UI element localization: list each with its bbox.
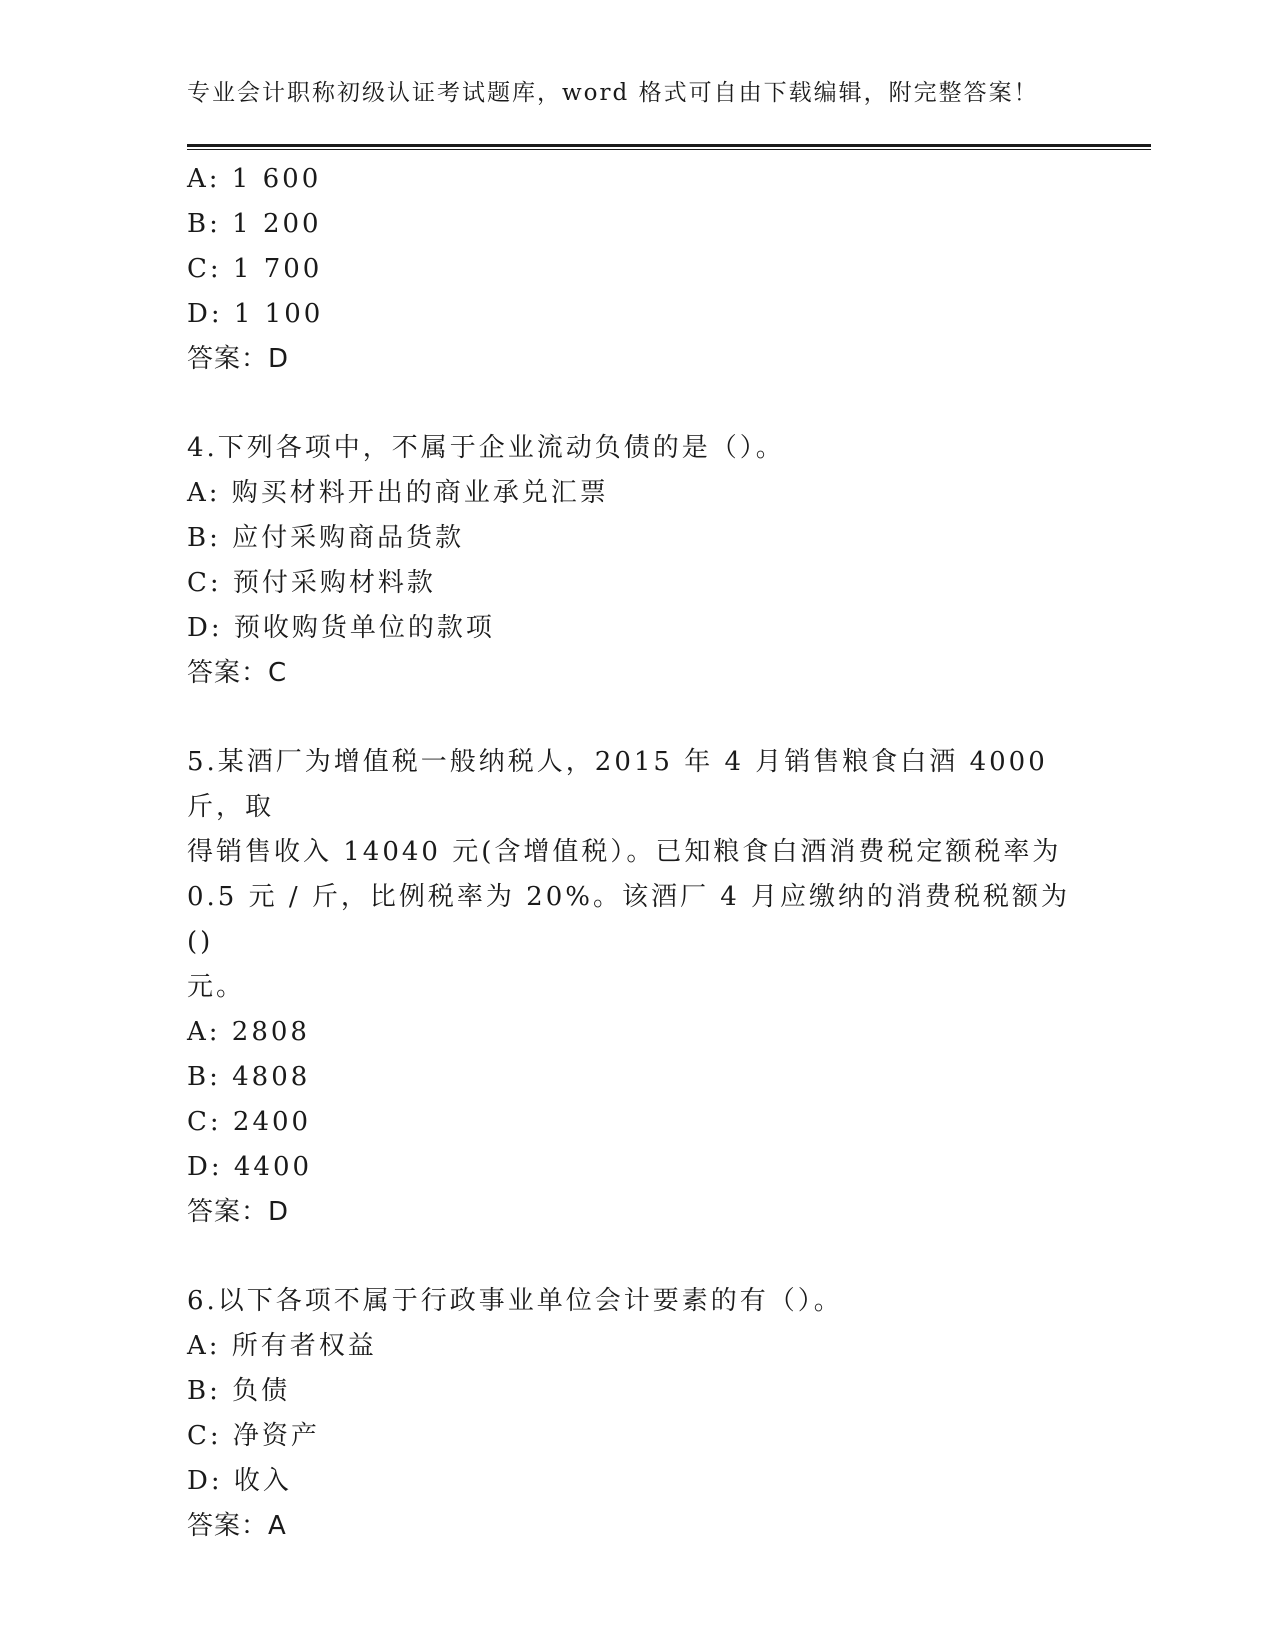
question-text: 5.某酒厂为增值税一般纳税人，2015 年 4 月销售粮食白酒 4000 斤，取 得销售收入 14040 元(含增值税）。已知粮食白酒消费税定额税率为 0.5 元 / 斤，比例税率为 20%。该酒厂 4 月应缴纳的消费税税额为() 元。	[187, 747, 1071, 1002]
option-d: D: 1 100	[187, 299, 324, 329]
option-d: D: 4400	[187, 1152, 313, 1182]
answer-line: 答案：D	[187, 344, 290, 374]
option-a: A: 1 600	[187, 164, 322, 194]
question-3	[187, 157, 1087, 382]
header-rule-thick	[187, 144, 1151, 147]
option-d: D: 收入	[187, 1466, 292, 1496]
question-list	[187, 157, 1087, 1549]
option-c: C: 净资产	[187, 1421, 320, 1451]
option-b: B: 4808	[187, 1062, 311, 1092]
answer-line: 答案：D	[187, 1197, 290, 1227]
option-c: C: 2400	[187, 1107, 312, 1137]
document-header: 专业会计职称初级认证考试题库，word 格式可自由下载编辑，附完整答案！	[187, 80, 1039, 106]
question-4	[187, 426, 1087, 696]
option-a: A: 2808	[187, 1017, 310, 1047]
question-5	[187, 740, 1087, 1235]
question-text: 4.下列各项中，不属于企业流动负债的是（）。	[187, 433, 785, 463]
option-d: D: 预收购货单位的款项	[187, 613, 495, 643]
question-6	[187, 1279, 1087, 1549]
option-a: A: 所有者权益	[187, 1331, 377, 1361]
question-text: 6.以下各项不属于行政事业单位会计要素的有（）。	[187, 1286, 843, 1316]
option-c: C: 预付采购材料款	[187, 568, 436, 598]
answer-line: 答案：A	[187, 1511, 287, 1541]
option-c: C: 1 700	[187, 254, 323, 284]
header-rule-thin	[187, 149, 1151, 150]
option-a: A: 购买材料开出的商业承兑汇票	[187, 478, 609, 508]
option-b: B: 1 200	[187, 209, 322, 239]
option-b: B: 负债	[187, 1376, 291, 1406]
option-b: B: 应付采购商品货款	[187, 523, 465, 553]
answer-line: 答案：C	[187, 658, 288, 688]
